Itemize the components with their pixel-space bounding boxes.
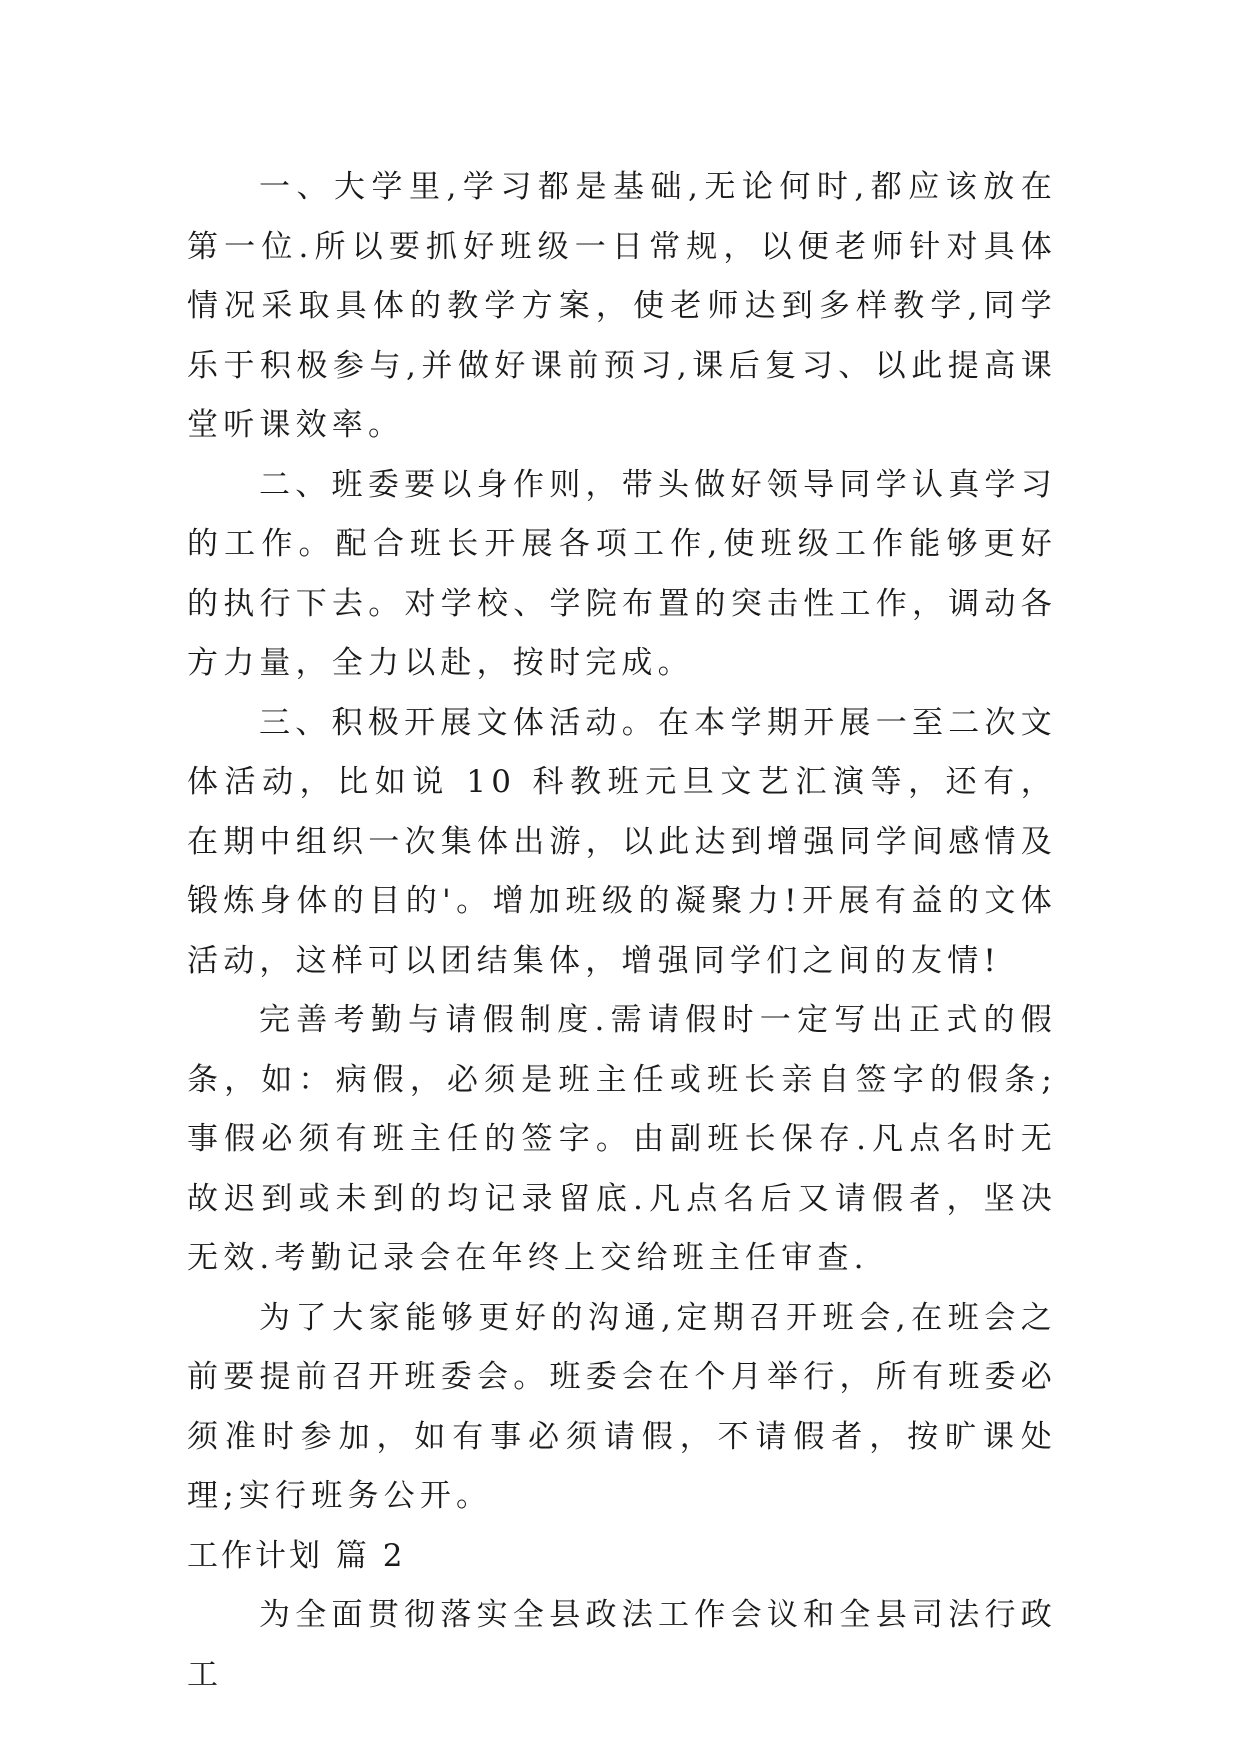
paragraph-6: 为全面贯彻落实全县政法工作会议和全县司法行政工: [187, 1597, 1057, 1693]
paragraph-1: 一、大学里,学习都是基础,无论何时,都应该放在第一位.所以要抓好班级一日常规，以便老师针对具体情况采取具体的教学方案，使老师达到多样教学,同学乐于积极参与,并做好课前预习,课后复习、以此提高课堂听课效率。: [187, 169, 1057, 443]
paragraph-4: 完善考勤与请假制度.需请假时一定写出正式的假条，如：病假，必须是班主任或班长亲自签字的假条;事假必须有班主任的签字。由副班长保存.凡点名时无故迟到或未到的均记录留底.凡点名后又请假者，坚决无效.考勤记录会在年终上交给班主任审查.: [187, 1002, 1057, 1276]
paragraph-5: 为了大家能够更好的沟通,定期召开班会,在班会之前要提前召开班委会。班委会在个月举行，所有班委必须准时参加，如有事必须请假，不请假者，按旷课处理;实行班务公开。: [187, 1299, 1057, 1514]
document-body: [187, 158, 1057, 1705]
paragraph-2: 二、班委要以身作则，带头做好领导同学认真学习的工作。配合班长开展各项工作,使班级工作能够更好的执行下去。对学校、学院布置的突击性工作，调动各方力量，全力以赴，按时完成。: [187, 466, 1057, 681]
paragraph-3: 三、积极开展文体活动。在本学期开展一至二次文体活动，比如说 10 科教班元旦文艺汇演等，还有，在期中组织一次集体出游，以此达到增强同学间感情及锻炼身体的目的'。增加班级的凝聚力!开展有益的文体活动，这样可以团结集体，增强同学们之间的友情!: [187, 704, 1057, 979]
section-heading: 工作计划 篇 2: [187, 1537, 406, 1574]
